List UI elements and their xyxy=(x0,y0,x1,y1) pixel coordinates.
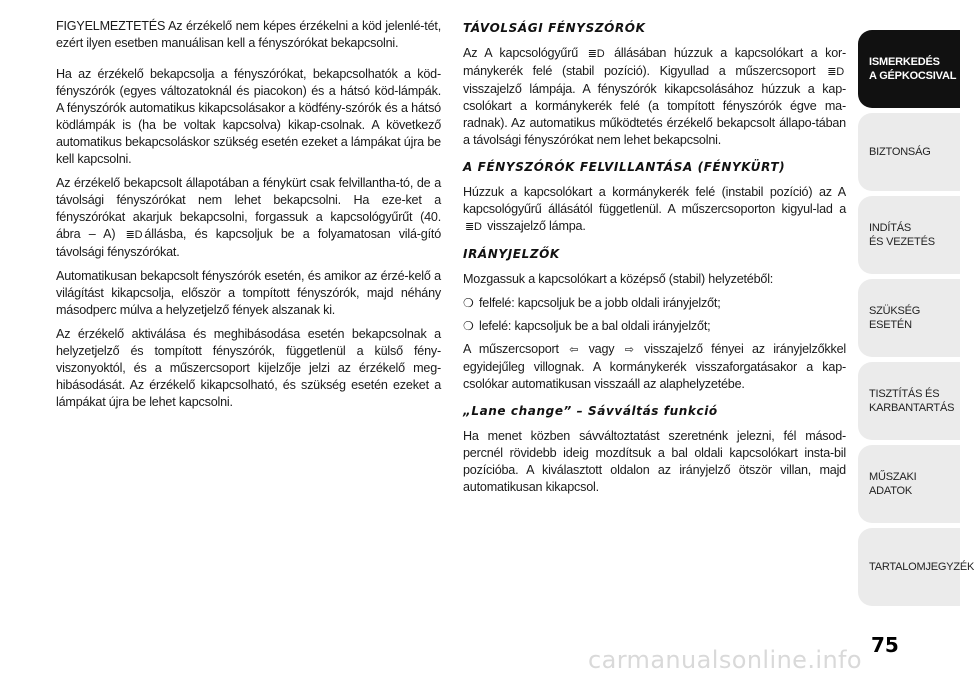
high-beam-paragraph: Az A kapcsológyűrű ≣D állásában húzzuk a kapcsolókart a kor-mánykerék felé (stabil pozíció). Kigyullad a műszercsoport ≣D visszajelző lámpája. A fényszórók kikapcsolásához húzzuk a kap-csolókart a kormánykerék felé (a tompított fényszórók égve ma-radnak). Az automatikus működtetés érzékelő bekapcsolt állapo-tában a távolsági fényszórókat nem lehet bekapcsolni. xyxy=(463,46,846,147)
right-column xyxy=(463,18,846,503)
tab-index[interactable]: TARTALOMJEGYZÉK xyxy=(858,528,960,606)
tab-emergency[interactable]: SZÜKSÉG ESETÉN xyxy=(858,279,960,357)
tab-maintenance[interactable]: TISZTÍTÁS ÉS KARBANTARTÁS xyxy=(858,362,960,440)
arrow-right-icon: ⇨ xyxy=(624,344,634,356)
tab-starting-driving[interactable]: INDÍTÁS ÉS VEZETÉS xyxy=(858,196,960,274)
tab-safety[interactable]: BIZTONSÁG xyxy=(858,113,960,191)
high-beam-icon: ≣D xyxy=(125,229,143,241)
sensor-fault-paragraph: Az érzékelő aktiválása és meghibásodása esetén bekapcsolnak a helyzetjelző és tompított fényszórók, függetlenül a külső fény-viszonyoktól, és a műszercsoport kijelzője jelzi az érzékelő meg-hibásodását. Az érzékelő kikapcsolható, és szükség esetén ezeket a lámpákat újra be lehet kapcsolni. xyxy=(56,327,441,409)
list-item: ❍ felfelé: kapcsoljuk be a jobb oldali irányjelzőt; xyxy=(463,296,721,310)
auto-off-paragraph: Automatikusan bekapcsolt fényszórók esetén, és amikor az érzé-kelő a világítást kikapcsolja, először a tompított fényszórók, majd néhány másodperc múlva a helyzetjelző fények alszanak ki. xyxy=(56,269,441,317)
left-column xyxy=(56,18,441,418)
chapter-tabs xyxy=(858,30,974,611)
fog-lights-paragraph: Ha az érzékelő bekapcsolja a fényszórókat, bekapcsolhatók a köd-fényszórók (egyes változatoknál és piacokon) és a hátsó köd-lámpák. A fényszórók automatikus kikapcsolásakor a ködfény-szórók és a hátsó ködlámpák is (ha be voltak kapcsolva) kikap-csolnak. A következő automatikus bekapcsoláskor szükség esetén ezeket a lámpákat újra be kell kapcsolni. xyxy=(56,67,441,166)
tab-getting-to-know[interactable]: ISMERKEDÉS A GÉPKOCSIVAL xyxy=(858,30,960,108)
list-item: ❍ lefelé: kapcsoljuk be a bal oldali irányjelzőt; xyxy=(463,319,711,333)
heading-lane-change: „Lane change” – Sávváltás funkció xyxy=(463,404,718,418)
arrow-left-icon: ⇦ xyxy=(569,344,579,356)
lane-change-paragraph: Ha menet közben sávváltoztatást szeretnénk jelezni, fél másod-percnél rövidebb ideig mozdítsuk a bal oldali kapcsolókart insta-bil pozícióba. A kiválasztott oldalon az irányjelző ötször villan, majd automatikusan kikapcsol. xyxy=(463,429,846,494)
turn-signals-intro: Mozgassuk a kapcsolókart a középső (stabil) helyzetéből: xyxy=(463,272,774,286)
warning-paragraph: FIGYELMEZTETÉS Az érzékelő nem képes érzékelni a köd jelenlé-tét, ezért ilyen esetben manuálisan kell a fényszórókat bekapcsolni. xyxy=(56,19,441,50)
high-beam-icon: ≣D xyxy=(827,66,844,78)
flash-headlights-paragraph: Húzzuk a kapcsolókart a kormánykerék felé (instabil pozíció) az A kapcsológyűrű állásától függetlenül. A műszercsoporton kigyul-lad a ≣D visszajelző lámpa. xyxy=(463,184,846,236)
page-number: 75 xyxy=(871,633,899,657)
heading-flash: A FÉNYSZÓRÓK FELVILLANTÁSA (FÉNYKÜRT) xyxy=(463,160,786,174)
bullet-icon: ❍ xyxy=(463,319,474,333)
high-beam-icon: ≣D xyxy=(465,221,482,233)
watermark: carmanualsonline.info xyxy=(588,646,862,674)
turn-signal-indicator-paragraph: A műszercsoport ⇦ vagy ⇨ visszajelző fényei az irányjelzőkkel egyidejűleg villognak. A kormánykerék visszaforgatásakor a kap-csolókar automatikusan visszaáll az alaphelyzetébe. xyxy=(463,342,846,391)
high-beam-icon: ≣D xyxy=(587,48,605,60)
heading-turn-signals: IRÁNYJELZŐK xyxy=(463,247,560,261)
tab-technical-data[interactable]: MŰSZAKI ADATOK xyxy=(858,445,960,523)
flash-paragraph: Az érzékelő bekapcsolt állapotában a fénykürt csak felvillantha-tó, de a távolsági fényszórókat nem lehet bekapcsolni. Ha eze-ket a fényszórókat akarjuk bekapcsolni, forgassuk a kapcsológyűrűt (40. ábra – A) ≣D állásba, és kapcsoljuk be a folyamatosan vilá-gító távolsági fényszórókat. xyxy=(56,176,442,259)
bullet-icon: ❍ xyxy=(463,296,474,310)
heading-high-beam: TÁVOLSÁGI FÉNYSZÓRÓK xyxy=(463,21,646,35)
